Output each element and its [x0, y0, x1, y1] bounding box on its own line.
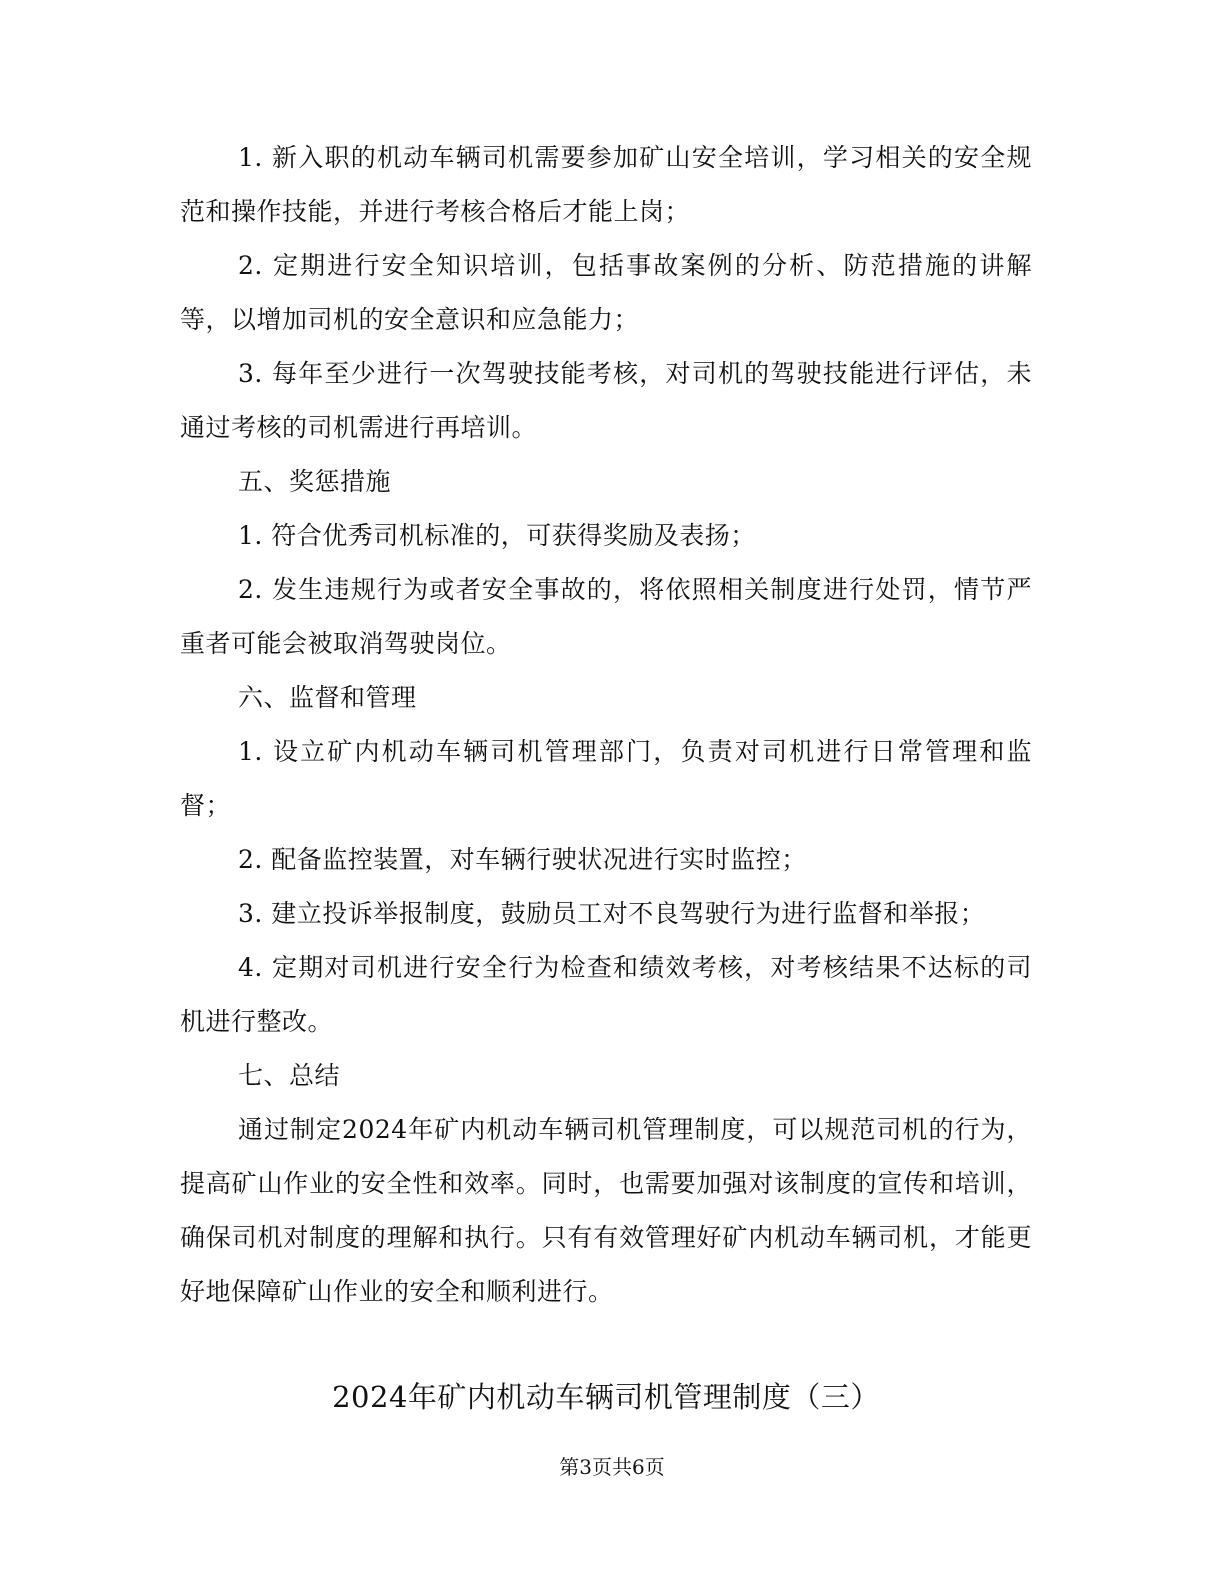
list-item: 1. 新入职的机动车辆司机需要参加矿山安全培训，学习相关的安全规范和操作技能，并进行考核合格后才能上岗； [180, 143, 1032, 226]
section-heading: 六、监督和管理 [238, 683, 417, 712]
section-heading: 七、总结 [238, 1061, 341, 1090]
list-item: 4. 定期对司机进行安全行为检查和绩效考核，对考核结果不达标的司机进行整改。 [180, 953, 1032, 1036]
list-item: 2. 发生违规行为或者安全事故的，将依照相关制度进行处罚，情节严重者可能会被取消驾驶岗位。 [180, 575, 1032, 658]
next-document-title: 2024年矿内机动车辆司机管理制度（三） [332, 1380, 880, 1414]
summary-paragraph: 通过制定2024年矿内机动车辆司机管理制度，可以规范司机的行为，提高矿山作业的安全性和效率。同时，也需要加强对该制度的宣传和培训，确保司机对制度的理解和执行。只有有效管理好矿内机动车辆司机，才能更好地保障矿山作业的安全和顺利进行。 [180, 1115, 1032, 1306]
list-item: 3. 每年至少进行一次驾驶技能考核，对司机的驾驶技能进行评估，未通过考核的司机需进行再培训。 [180, 359, 1032, 442]
list-item: 3. 建立投诉举报制度，鼓励员工对不良驾驶行为进行监督和举报； [238, 899, 986, 928]
document-body [180, 131, 1032, 1319]
list-item: 1. 设立矿内机动车辆司机管理部门，负责对司机进行日常管理和监督； [180, 737, 1032, 820]
list-item: 1. 符合优秀司机标准的，可获得奖励及表扬； [238, 521, 756, 550]
page-footer: 第3页共6页 [559, 1455, 665, 1479]
list-item: 2. 配备监控装置，对车辆行驶状况进行实时监控； [238, 845, 807, 874]
list-item: 2. 定期进行安全知识培训，包括事故案例的分析、防范措施的讲解等，以增加司机的安全意识和应急能力； [180, 251, 1032, 334]
section-heading: 五、奖惩措施 [238, 467, 392, 496]
